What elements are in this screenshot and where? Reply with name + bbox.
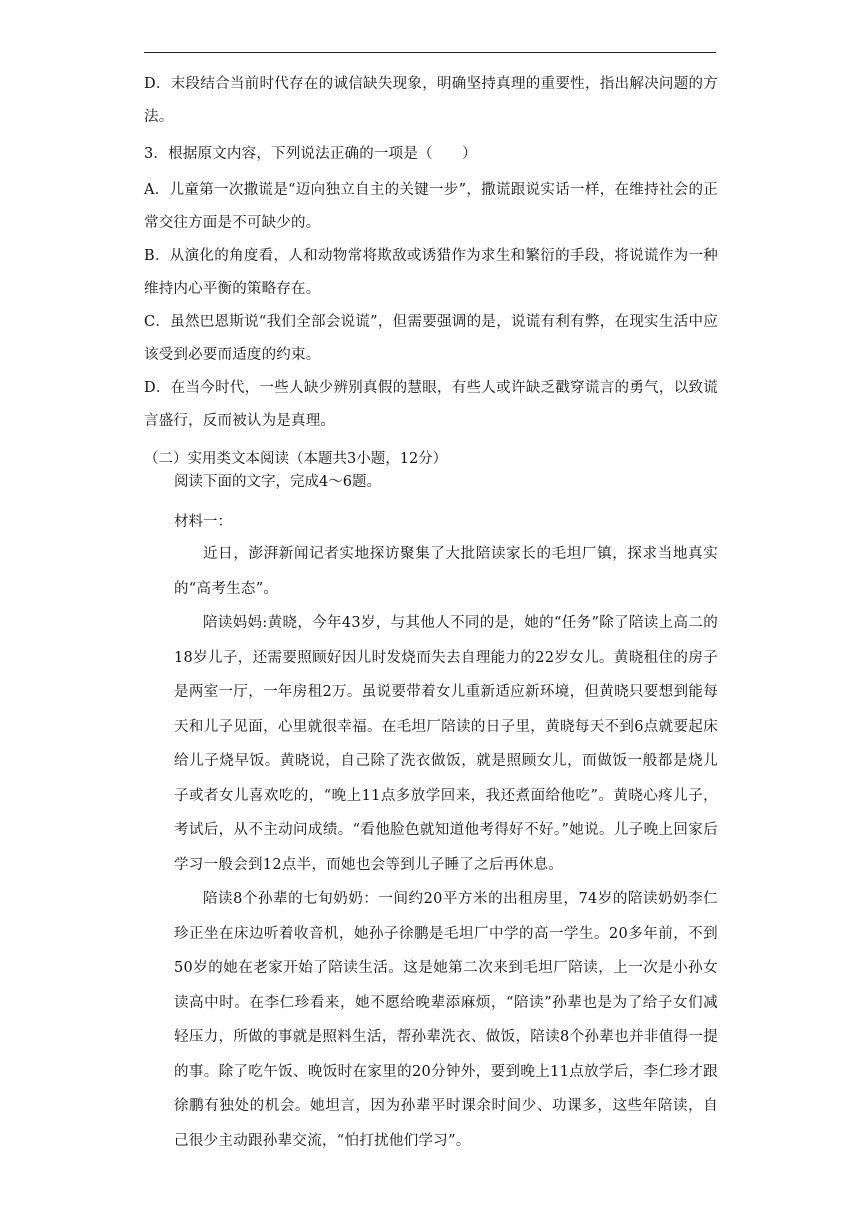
q3-option-a: A．儿童第一次撒谎是“迈向独立自主的关键一步”，撒谎跟说实话一样，在维持社会的正常交往方面是不可缺少的。 (144, 182, 718, 231)
material1-paragraph-3: 陪读8个孙辈的七旬奶奶：一间约20平方米的出租房里，74岁的陪读奶奶李仁珍正坐在床边听着收音机，她孙子徐鹏是毛坦厂中学的高一学生。20多年前，不到50岁的她在老家开始了陪读生活。这是她第二次来到毛坦厂陪读，上一次是小孙女读高中时。在李仁珍看来，她不愿给晚辈添麻烦，“陪读”孙辈也是为了给子女们减轻压力，所做的事就是照料生活，帮孙辈洗衣、做饭，陪读8个孙辈也并非值得一提的事。除了吃午饭、晚饭时在家里的20分钟外，要到晚上11点放学后，李仁珍才跟徐鹏有独处的机会。她坦言，因为孙辈平时课余时间少、功课多，这些年陪读，自己很少主动跟孙辈交流，“怕打扰他们学习”。 (174, 891, 718, 1149)
material1-body (174, 537, 718, 1158)
q3-option-b: B．从演化的角度看，人和动物常将欺敌或诱猎作为求生和繁衍的手段，将说谎作为一种维持内心平衡的策略存在。 (144, 248, 718, 297)
section2-instruction: 阅读下面的文字，完成4～6题。 (174, 474, 381, 490)
question2-continuation (144, 68, 718, 134)
material1-paragraph-1: 近日，澎湃新闻记者实地探访聚集了大批陪读家长的毛坦厂镇，探求当地真实的“高考生态”。 (174, 546, 718, 597)
question3 (144, 138, 718, 438)
material1-label: 材料一： (174, 514, 232, 530)
q2-option-d: D．末段结合当前时代存在的诚信缺失现象，明确坚持真理的重要性，指出解决问题的方法。 (144, 76, 718, 125)
q3-option-c: C．虽然巴恩斯说“我们全部会说谎”，但需要强调的是，说谎有利有弊，在现实生活中应该受到必要而适度的约束。 (144, 314, 718, 363)
q3-stem: 3．根据原文内容，下列说法正确的一项是（ ） (144, 146, 477, 162)
material1-paragraph-2: 陪读妈妈:黄晓，今年43岁，与其他人不同的是，她的“任务”除了陪读上高二的18岁儿子，还需要照顾好因儿时发烧而失去自理能力的22岁女儿。黄晓租住的房子是两室一厅，一年房租2万。虽说要带着女儿重新适应新环境，但黄晓只要想到能每天和儿子见面，心里就很幸福。在毛坦厂陪读的日子里，黄晓每天不到6点就要起床给儿子烧早饭。黄晓说，自己除了洗衣做饭，就是照顾女儿，而做饭一般都是烧儿子或者女儿喜欢吃的，“晚上11点多放学回来，我还煮面给他吃”。黄晓心疼儿子，考试后，从不主动问成绩。“看他脸色就知道他考得好不好。”她说。儿子晚上回家后学习一般会到12点半，而她也会等到儿子睡了之后再休息。 (174, 615, 718, 873)
section2-heading: （二）实用类文本阅读（本题共3小题，12分） (144, 451, 448, 467)
q3-option-d: D．在当今时代，一些人缺少辨别真假的慧眼，有些人或许缺乏戳穿谎言的勇气，以致谎言盛行，反而被认为是真理。 (144, 380, 718, 429)
header-rule (144, 52, 716, 53)
